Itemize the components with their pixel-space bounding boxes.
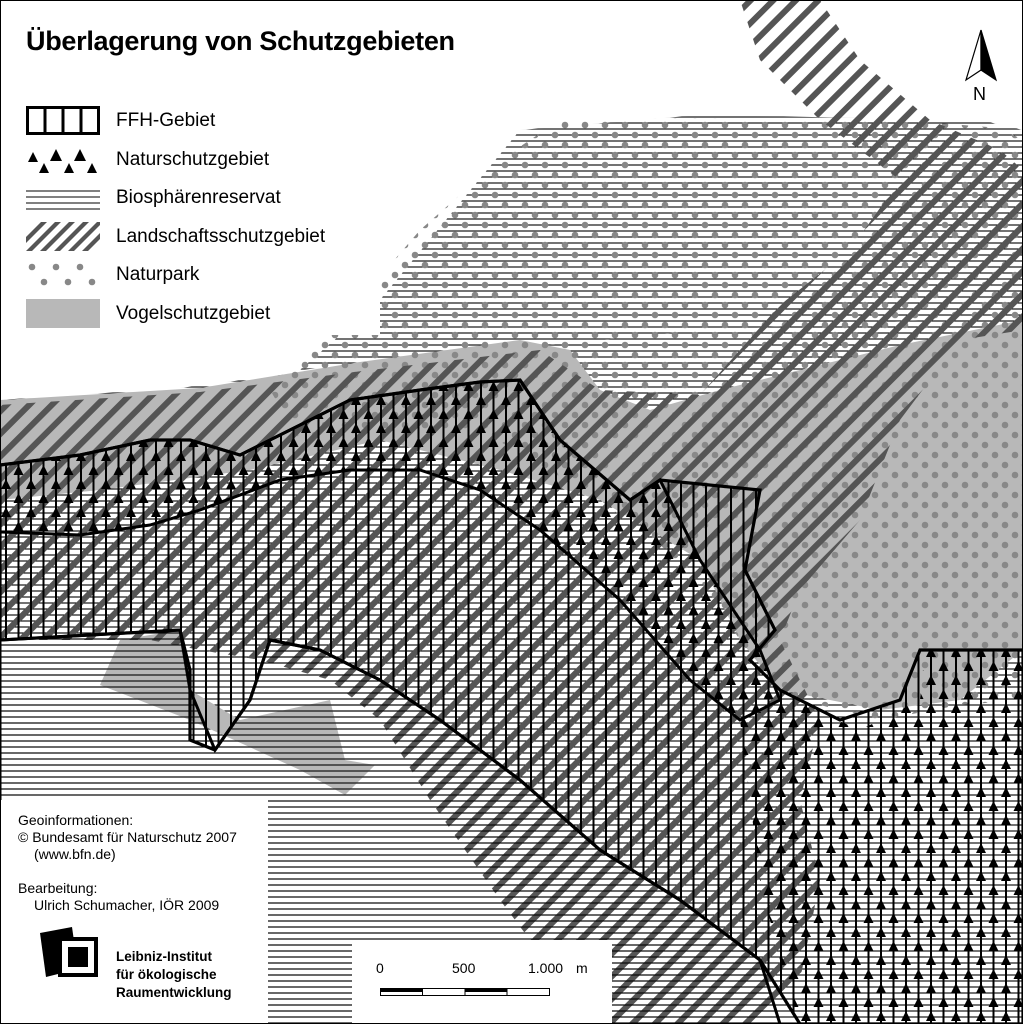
legend-label-naturpark: Naturpark: [116, 264, 200, 286]
copyright-text: © Bundesamt für Naturschutz 2007: [18, 829, 237, 845]
map-title: Überlagerung von Schutzgebieten: [26, 26, 455, 56]
geo-info-label: Geoinformationen:: [18, 812, 134, 828]
credits: [18, 812, 237, 914]
institute-name: [116, 948, 232, 1002]
north-label: N: [973, 84, 986, 104]
scale-panel: [352, 940, 612, 1024]
bird-area-swatch-icon: [26, 299, 100, 328]
source-url: (www.bfn.de): [34, 846, 116, 862]
naturpark-swatch-icon: [26, 260, 100, 289]
scale-bar: [380, 987, 550, 997]
legend-label-biosphere: Biosphärenreservat: [116, 187, 281, 209]
legend-label-ffh: FFH-Gebiet: [116, 110, 216, 131]
scale-labels: [360, 960, 600, 980]
scale-tick-1000: 1.000: [528, 960, 564, 976]
legend-label-lsg: Landschaftsschutzgebiet: [116, 225, 326, 247]
lsg-swatch-icon: [26, 222, 100, 251]
institute-logo-icon: [38, 925, 100, 979]
legend-label-bird-area: Vogelschutzgebiet: [116, 302, 271, 324]
institute-line-2: für ökologische: [116, 967, 217, 982]
institute-line-1: Leibniz-Institut: [116, 949, 212, 964]
biosphere-swatch-icon: [26, 183, 100, 212]
scale-tick-0: 0: [376, 960, 384, 976]
scale-tick-500: 500: [452, 960, 476, 976]
nsg-swatch-icon: [26, 145, 100, 174]
scale-unit: m: [576, 960, 588, 976]
editor-text: Ulrich Schumacher, IÖR 2009: [34, 897, 220, 913]
institute-line-3: Raumentwicklung: [116, 985, 232, 1000]
editing-label: Bearbeitung:: [18, 880, 98, 896]
ffh-swatch-icon: [26, 106, 100, 135]
legend-label-nsg: Naturschutzgebiet: [116, 148, 270, 170]
